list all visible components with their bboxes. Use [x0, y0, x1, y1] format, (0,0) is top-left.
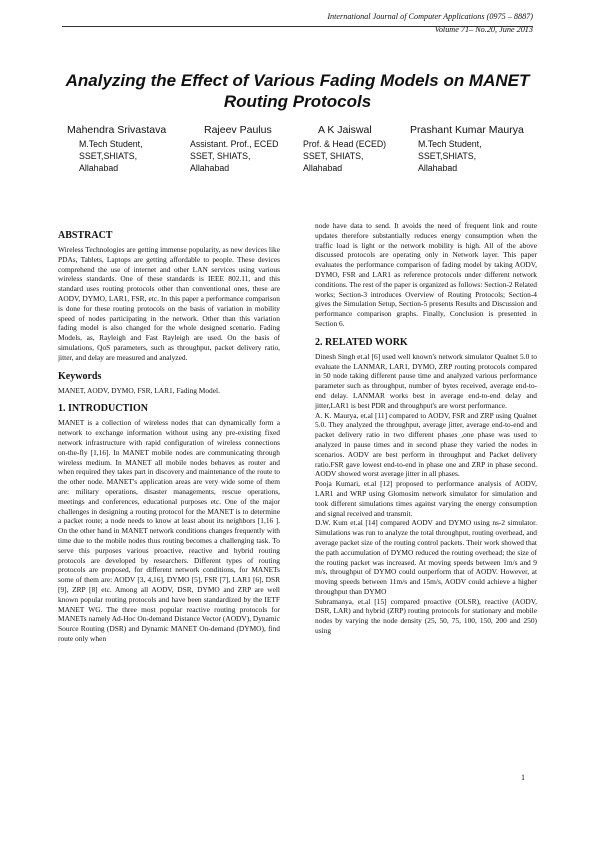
right-column [315, 221, 537, 636]
keywords-text: MANET, AODV, DYMO, FSR, LAR1, Fading Model. [58, 385, 220, 395]
related-work-paragraph: Dinesh Singh et.al [6] used well known's network simulator Qualnet 5.0 to evaluate the LANMAR, LAR1, DYMO, ZRP routing protocols compared in 50 node taking different pause time and analyzed various performance parameter such as throughput, number of bytes received, average end-to-end delay. LANMAR works best in average end-to-end delay and jitter,LAR1 is best PDR and throughput's are worst performance. [315, 351, 537, 410]
keywords-heading: Keywords [58, 370, 102, 382]
related-work-paragraph: A. K. Maurya, et.al [11] compared to AODV, FSR and ZRP using Qualnet 5.0. They analyzed the throughput, average jitter, average end-to-end and packet delivery ratio in two different phases ,one phase was used to analyzed in pause times and in second phase they varied the nodes in scenarios. AODV are best perform in throughput and Packet delivery ratio.FSR gave lowest end-to-end in phase one and ZRP in phase second. AODV showed worst average jitter in all phases. [315, 410, 537, 479]
left-column [58, 230, 280, 644]
author-name: Rajeev Paulus [204, 124, 272, 136]
related-work-heading: 2. RELATED WORK [315, 336, 408, 348]
paper-title: Analyzing the Effect of Various Fading Models on MANET Routing Protocols [65, 71, 530, 111]
header-divider [62, 26, 533, 27]
abstract-text: Wireless Technologies are getting immense popularity, as new devices like PDAs, Tablets, Laptops are getting affordable to people. These devices comprehend the use of internet and other LAN services using various wireless standards. One of these standards is IEEE 802.11, and this standard uses routing protocols other than conventional ones, these are AODV, DYMO, LAR1, FSR, etc. In this paper a performance comparison is done for these routing protocols on the basis of variation in mobility speed of nodes participating in the network. Other than this variation fading model is also changed for the whole designed scenario. Fading Models, as, Rayleigh and Fast Rayleigh are used. On the basis of simulations, QoS parameters, such as throughput, packet delivery ratio, jitter, and delay are measured and analyzed. [58, 245, 280, 362]
author-affiliation: Prof. & Head (ECED) SSET, SHIATS, Allahabad [303, 139, 387, 173]
introduction-heading: 1. INTRODUCTION [58, 403, 149, 415]
author-name: Mahendra Srivastava [67, 124, 167, 136]
author-2 [190, 124, 278, 174]
author-affiliation: M.Tech Student, SSET,SHIATS, Allahabad [418, 139, 482, 173]
author-affiliation: M.Tech Student, SSET,SHIATS, Allahabad [79, 139, 143, 173]
introduction-text: MANET is a collection of wireless nodes that can dynamically form a network to exchange information without using any pre-existing fixed network infrastructure with rapid configuration of wireless connections on-the-fly [1,16]. In MANET mobile nodes are communicating through wireless medium. In MANET all mobile nodes behaves as router and when required they takes part in discovery and maintenance of the route to the other node. MANET's application areas are very wide some of them are: military operations, disaster managements, rescue operations, meetings and conferences, educational purposes etc. One of the major challenges in designing a routing protocol for the MANET is to determine a packet route; a node needs to know at least about its neighbors [1,16 ]. On the other hand in MANET network conditions changes frequently with time due to the mobile nodes thus routing becomes a challenging task. To serve this purposes various proactive, reactive and hybrid routing protocols are developed by researchers. Different types of routing protocols are proposed, for different network conditions, for MANETs some of them are: AODV [3, 4,16], DYMO [5], FSR [7], LAR1 [6], DSR [9], ZRP [8] etc. Among all AODV, DSR, DYMO and ZRP are well known popular routing protocols and have been standardized by the IETF MANET WG. The three most popular reactive routing protocols for MANETs namely Ad-Hoc On-demand Distance Vector (AODV), Dynamic Source Routing (DSR) and Dynamic MANET On-demand (DYMO), find route only when [58, 418, 280, 643]
page-number: 1 [521, 773, 525, 782]
author-3 [303, 124, 386, 174]
journal-volume: Volume 71– No.20, June 2013 [434, 25, 533, 34]
author-affiliation: Assistant. Prof., ECED SSET, SHIATS, Allahabad [190, 139, 279, 173]
related-work-paragraph: Pooja Kumari, et.al [12] proposed to performance analysis of AODV, LAR1 and WRP using Glomosim network simulator for simulation and took different simulations times against varying the energy consumption and signal received and transmit. [315, 479, 537, 518]
related-work-paragraph: Subramanya, et.al [15] compared proactive (OLSR), reactive (AODV, DSR, LAR) and hybrid (ZRP) routing protocols for stationary and mobile nodes by varying the node density (25, 50, 75, 100, 150, 200 and 250) using [315, 596, 537, 636]
author-name: Prashant Kumar Maurya [410, 124, 524, 136]
author-1 [67, 124, 166, 174]
journal-name: International Journal of Computer Applications (0975 – 8887) [327, 12, 533, 21]
introduction-continued: node have data to send. It avoids the need of frequent link and route updates therefore substantially reduces energy consumption when the traffic load is light or the network mobility is high. All of the above discussed protocols are operating only in Network layer. This paper evaluates the performance comparison of fading model by taking AODV, DYMO, FSR and LAR1 as reference protocols under different network conditions. The rest of the paper is organized as follows: Section-2 Related works; Section-3 introduces Overview of Routing Protocols; Section-4 gives the Simulation Setup, Section-5 presents Results and Discussion and performance comparison graphs. Finally, Conclusion is presented in Section 6. [315, 221, 537, 328]
author-name: A K Jaiswal [318, 124, 372, 136]
journal-header [327, 10, 533, 36]
author-4 [410, 124, 524, 174]
related-work-paragraph: D.W. Kum et.al [14] compared AODV and DYMO using ns-2 simulator. Simulations was run to analyze the total throughput, routing overhead, and average packet size of the routing control packets. Their work showed that the path accumulation of DYMO reduced the routing overhead; the size of the routing packet was increased. At moving speeds between 1m/s and 9 m/s, throughput of DYMO could outperform that of AODV. However, at moving speeds between 11m/s and 15m/s, AODV could achieve a higher throughput than DYMO [315, 518, 537, 596]
abstract-heading: ABSTRACT [58, 230, 113, 241]
